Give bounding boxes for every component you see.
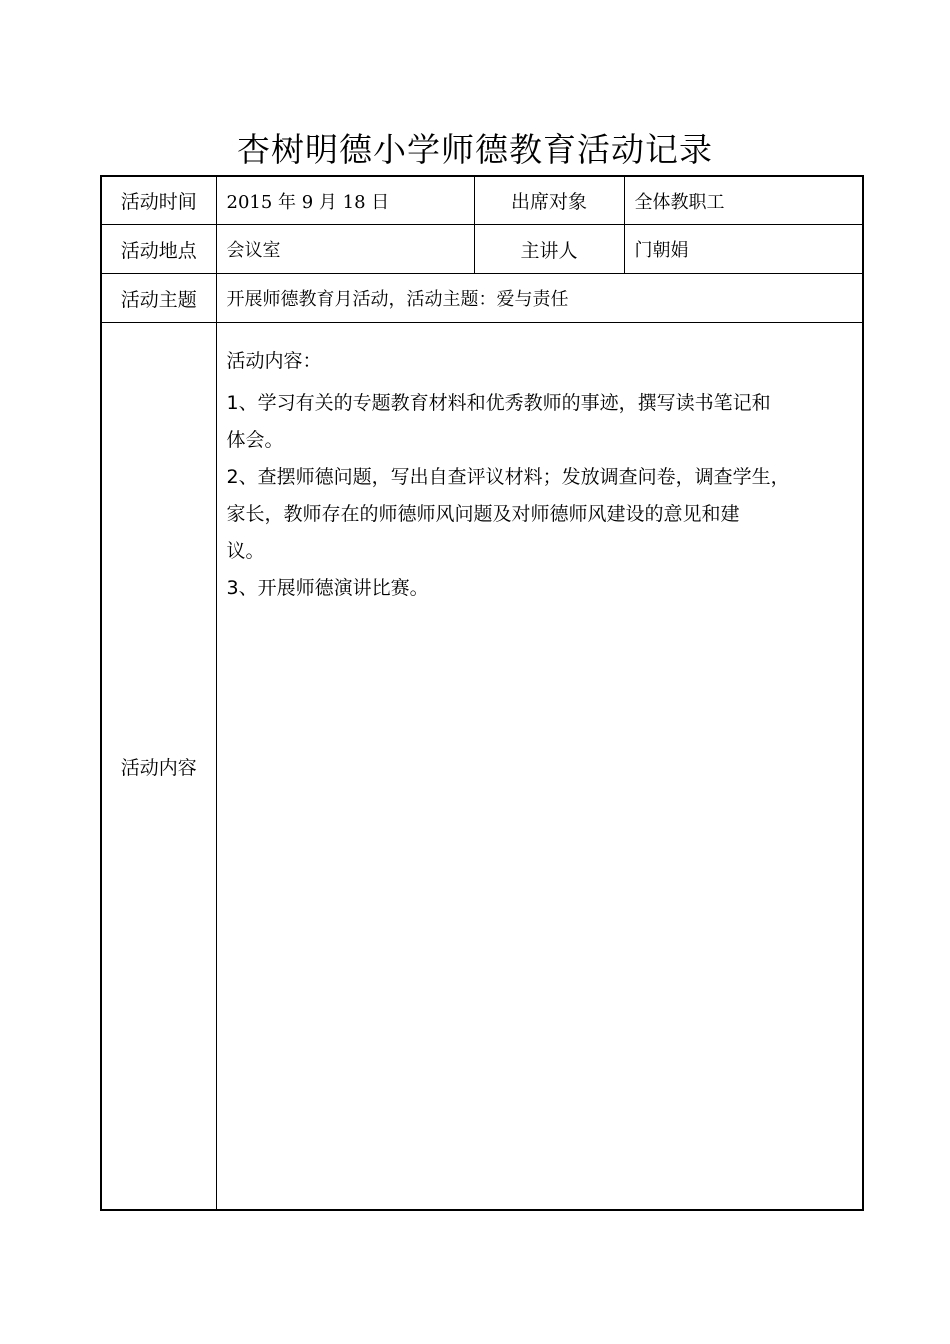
label-theme: 活动主题 — [101, 274, 216, 323]
value-theme: 开展师德教育月活动，活动主题：爱与责任 — [216, 274, 863, 323]
label-attendees: 出席对象 — [474, 176, 624, 225]
value-attendees: 全体教职工 — [624, 176, 863, 225]
label-content: 活动内容 — [101, 323, 216, 1211]
item-number: 2 — [226, 466, 239, 488]
value-speaker: 门朝娟 — [624, 225, 863, 274]
content-item-1 — [227, 385, 857, 459]
value-time: 2015 年 9 月 18 日 — [216, 176, 474, 225]
label-place: 活动地点 — [101, 225, 216, 274]
record-table — [100, 175, 864, 1211]
label-speaker: 主讲人 — [474, 225, 624, 274]
item-number: 3 — [226, 577, 239, 599]
row-content — [101, 323, 863, 1211]
content-body — [216, 323, 863, 1211]
label-time: 活动时间 — [101, 176, 216, 225]
content-item-3 — [227, 570, 857, 607]
item-text: 、查摆师德问题，写出自查评议材料；发放调查问卷，调查学生， — [238, 466, 790, 488]
item-text: 、开展师德演讲比赛。 — [238, 577, 429, 599]
page-title: 杏树明德小学师德教育活动记录 — [237, 130, 713, 169]
item-text-cont: 体会。 — [226, 429, 284, 451]
content-item-2 — [227, 459, 857, 570]
content-heading: 活动内容： — [226, 350, 322, 372]
item-number: 1 — [226, 392, 239, 414]
row-theme — [101, 274, 863, 323]
item-text-cont: 家长，教师存在的师德师风问题及对师德师风建设的意见和建 — [226, 503, 740, 525]
item-text-cont: 议。 — [226, 540, 265, 562]
row-time — [101, 176, 863, 225]
value-place: 会议室 — [216, 225, 474, 274]
row-place — [101, 225, 863, 274]
item-text: 、学习有关的专题教育材料和优秀教师的事迹，撰写读书笔记和 — [238, 392, 771, 414]
